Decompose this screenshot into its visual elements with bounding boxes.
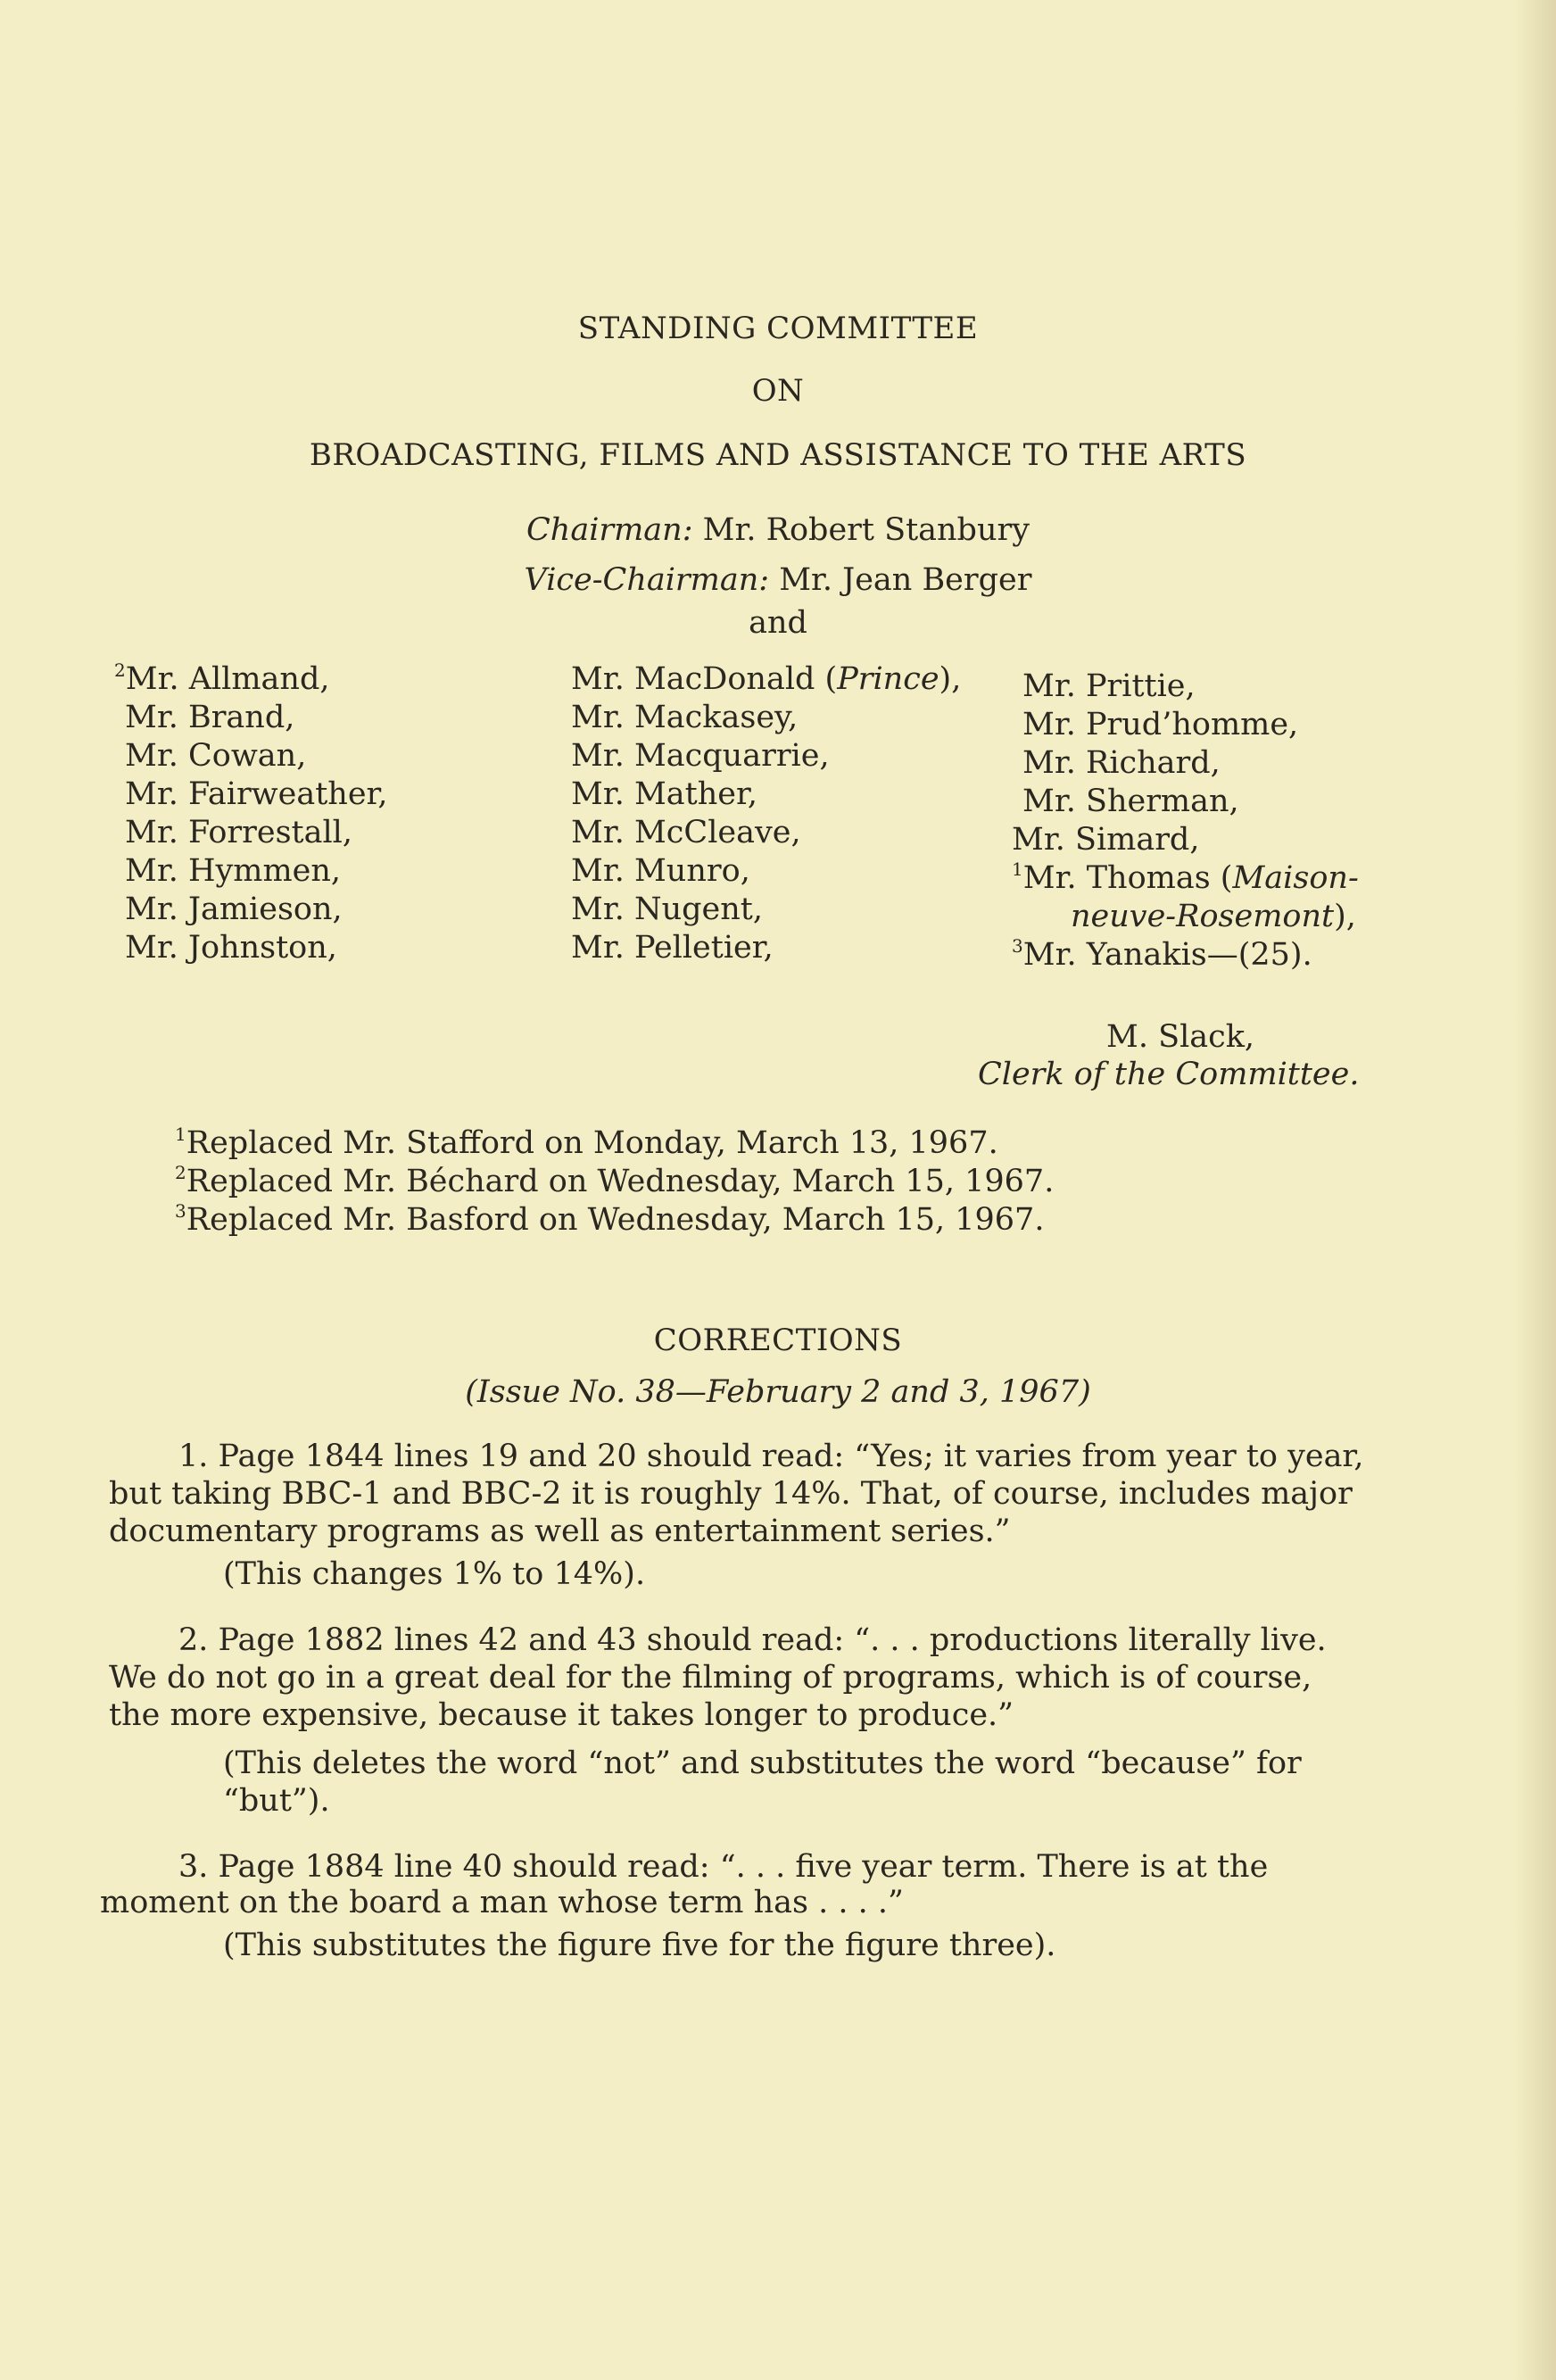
member-entry: Mr. Mather, bbox=[571, 776, 758, 812]
replacement-note: $^1$Replaced Mr. Stafford on Monday, March 13, 1967. bbox=[175, 1124, 998, 1161]
clerk-name: M. Slack, bbox=[1106, 1019, 1255, 1055]
vice-chairman-label: Vice-Chairman: bbox=[524, 562, 770, 598]
clerk-title: Clerk of the Committee. bbox=[978, 1057, 1360, 1092]
correction-2-note-line1: (This deletes the word “not” and substitutes the word “because” for bbox=[223, 1746, 1302, 1781]
member-entry: Mr. Fairweather, bbox=[125, 776, 388, 812]
chairman-label: Chairman: bbox=[526, 512, 693, 548]
committee-title-line1: STANDING COMMITTEE bbox=[577, 311, 979, 346]
member-entry: Mr. Cowan, bbox=[125, 738, 307, 774]
member-entry: Mr. Simard, bbox=[1012, 822, 1200, 858]
correction-1-note: (This changes 1% to 14%). bbox=[223, 1556, 646, 1592]
member-entry: Mr. MacDonald (Prince), bbox=[571, 661, 962, 697]
member-entry: Mr. Sherman, bbox=[1022, 784, 1239, 819]
correction-3-line1: 3. Page 1884 line 40 should read: “. . . five year term. There is at the bbox=[178, 1849, 1269, 1885]
member-entry: Mr. Prittie, bbox=[1022, 668, 1196, 704]
member-entry: Mr. McCleave, bbox=[571, 815, 801, 850]
vice-chairman-name: Mr. Jean Berger bbox=[779, 562, 1032, 598]
member-entry: Mr. Macquarrie, bbox=[571, 738, 830, 774]
page-edge-shadow bbox=[1515, 0, 1556, 2380]
member-entry: Mr. Munro, bbox=[571, 853, 750, 889]
correction-3-line2: moment on the board a man whose term has . . . .” bbox=[100, 1885, 904, 1920]
members-col3 bbox=[1012, 668, 1359, 974]
replacement-note: $^3$Replaced Mr. Basford on Wednesday, March 15, 1967. bbox=[175, 1200, 1045, 1238]
member-entry: Mr. Forrestall, bbox=[125, 815, 352, 850]
replacement-notes bbox=[175, 1124, 1054, 1240]
member-entry: $^2$Mr. Allmand, bbox=[114, 659, 330, 697]
member-entry: Mr. Richard, bbox=[1022, 745, 1221, 781]
member-entry: Mr. Nugent, bbox=[571, 891, 763, 927]
chairman-line bbox=[0, 512, 1556, 548]
member-entry: Mr. Johnston, bbox=[125, 930, 337, 966]
member-entry: Mr. Mackasey, bbox=[571, 700, 799, 735]
correction-2-line2: We do not go in a great deal for the filming of programs, which is of course, bbox=[109, 1660, 1312, 1696]
correction-1-line1: 1. Page 1844 lines 19 and 20 should read: “Yes; it varies from year to year, bbox=[178, 1439, 1364, 1474]
members-col1 bbox=[114, 660, 388, 967]
corrections-heading: CORRECTIONS bbox=[653, 1323, 903, 1358]
committee-title-line3: BROADCASTING, FILMS AND ASSISTANCE TO THE ARTS bbox=[309, 437, 1247, 473]
vice-chairman-line bbox=[0, 562, 1556, 598]
correction-2-note-line2: “but”). bbox=[223, 1783, 330, 1819]
chairman-name: Mr. Robert Stanbury bbox=[702, 512, 1030, 548]
member-entry: Mr. Pelletier, bbox=[571, 930, 774, 966]
correction-1-line3: documentary programs as well as entertainment series.” bbox=[109, 1513, 1011, 1549]
correction-2-line3: the more expensive, because it takes longer to produce.” bbox=[109, 1697, 1014, 1733]
corrections-issue: (Issue No. 38—February 2 and 3, 1967) bbox=[465, 1374, 1091, 1410]
members-col2 bbox=[571, 660, 961, 967]
committee-title-line2: ON bbox=[751, 373, 805, 409]
member-entry: $^1$Mr. Thomas (Maison- bbox=[1012, 858, 1359, 896]
member-entry: Mr. Prud’homme, bbox=[1022, 707, 1299, 742]
correction-2-line1: 2. Page 1882 lines 42 and 43 should read: “. . . productions literally live. bbox=[178, 1622, 1327, 1658]
and-line: and bbox=[749, 605, 807, 641]
member-entry: $^3$Mr. Yanakis—(25). bbox=[1012, 935, 1312, 973]
member-entry: Mr. Jamieson, bbox=[125, 891, 343, 927]
correction-3-note: (This substitutes the figure five for the figure three). bbox=[223, 1928, 1056, 1963]
correction-1-line2: but taking BBC-1 and BBC-2 it is roughly 14%. That, of course, includes major bbox=[109, 1476, 1353, 1512]
replacement-note: $^2$Replaced Mr. Béchard on Wednesday, March 15, 1967. bbox=[175, 1162, 1055, 1199]
member-entry-continued: neuve-Rosemont), bbox=[1071, 899, 1356, 934]
member-entry: Mr. Hymmen, bbox=[125, 853, 342, 889]
member-entry: Mr. Brand, bbox=[125, 700, 295, 735]
